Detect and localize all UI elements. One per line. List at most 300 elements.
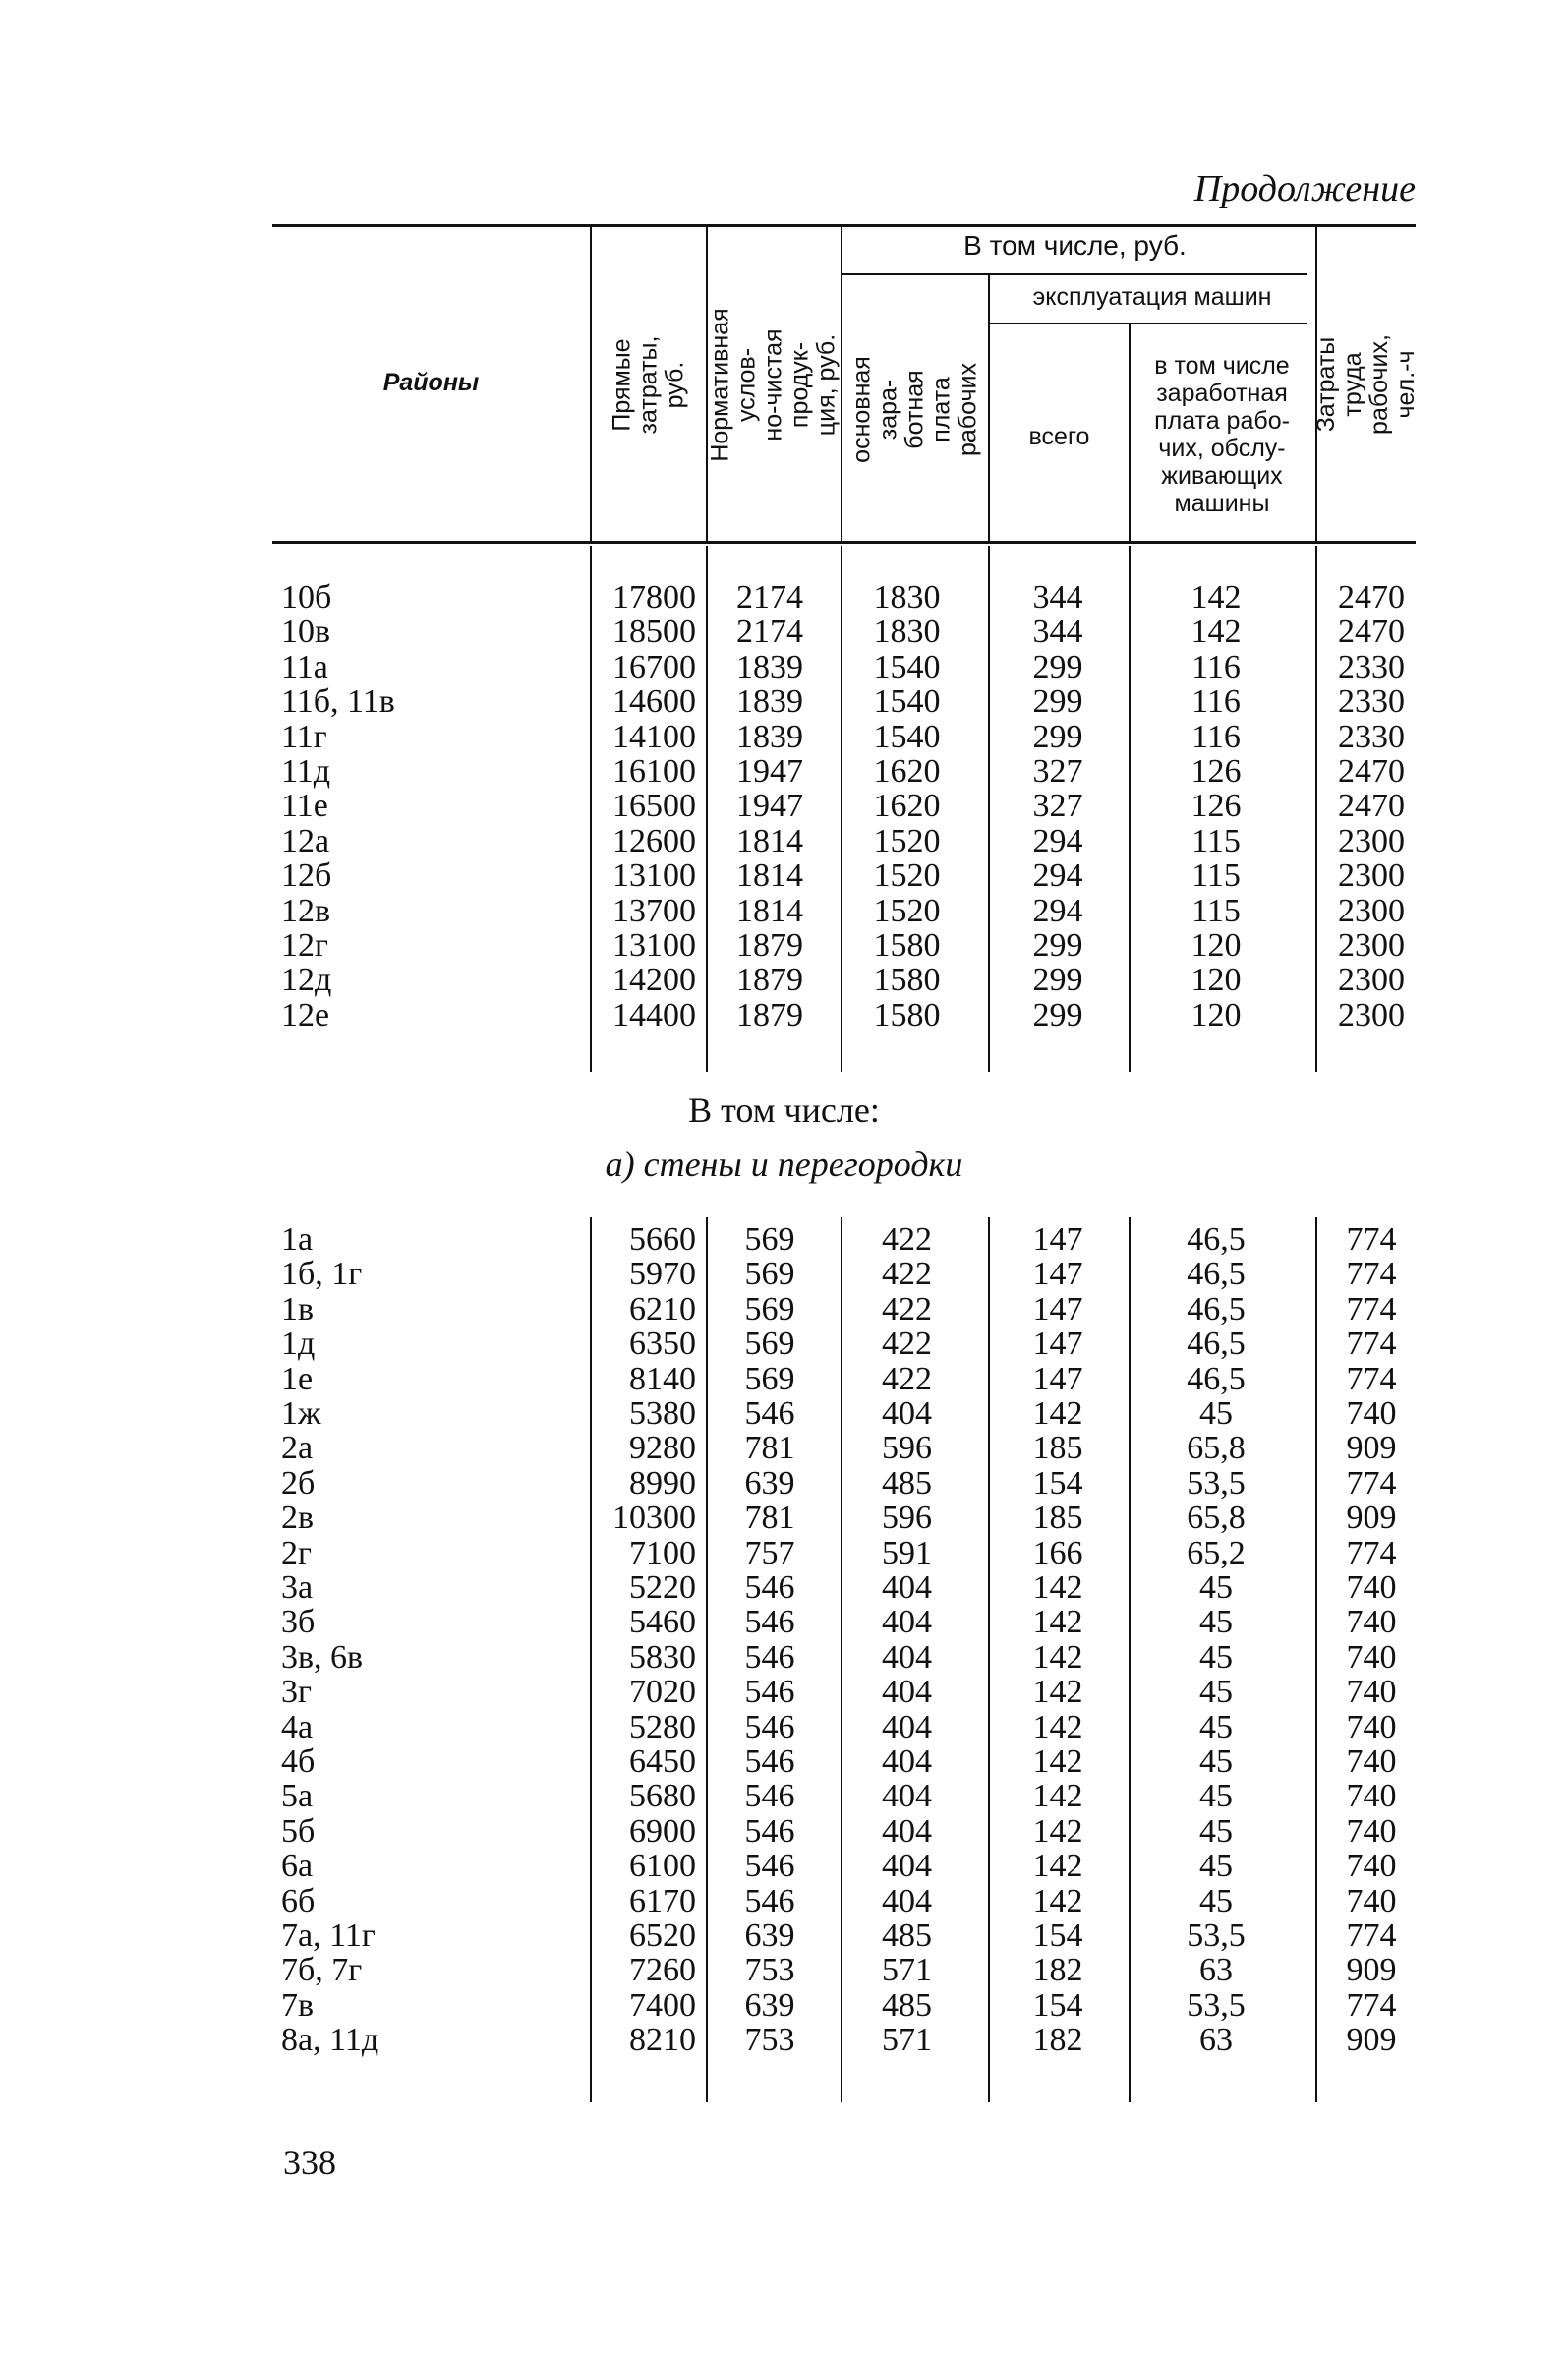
direct-costs-cell: 6900 [629, 1812, 696, 1850]
district-cell: 3в, 6в [281, 1638, 364, 1676]
base-wage-cell: 404 [882, 1604, 932, 1641]
machine-total-cell: 147 [1032, 1360, 1083, 1397]
base-wage-cell: 404 [882, 1674, 932, 1711]
district-cell: 4а [281, 1708, 314, 1745]
normative-output-cell: 569 [744, 1256, 795, 1293]
base-wage-cell: 1620 [873, 753, 941, 790]
direct-costs-cell: 5280 [629, 1708, 696, 1745]
base-wage-cell: 404 [882, 1882, 932, 1919]
district-cell: 3а [281, 1569, 314, 1606]
header-direct-costs: Прямые затраты, руб. [608, 335, 689, 434]
base-wage-cell: 1580 [873, 927, 941, 964]
normative-output-cell: 753 [744, 2022, 795, 2059]
base-wage-cell: 404 [882, 1395, 932, 1432]
normative-output-cell: 546 [744, 1395, 795, 1432]
normative-output-cell: 639 [744, 1918, 795, 1954]
labor-cell: 740 [1346, 1778, 1397, 1815]
labor-cell: 2300 [1338, 822, 1405, 859]
header-machine-total: всего [1028, 423, 1090, 450]
normative-output-cell: 546 [744, 1674, 795, 1711]
normative-output-cell: 569 [744, 1326, 795, 1363]
normative-output-cell: 546 [744, 1569, 795, 1606]
header-normative-output: Нормативная услов- но-чистая продук- ция, руб. [707, 307, 842, 462]
base-wage-cell: 1520 [873, 892, 941, 929]
machine-wage-cell: 63 [1199, 1952, 1233, 1989]
machine-total-cell: 166 [1032, 1534, 1083, 1571]
machine-total-cell: 182 [1032, 1952, 1083, 1989]
machine-wage-cell: 116 [1191, 648, 1241, 685]
district-cell: 11д [281, 753, 331, 790]
labor-cell: 909 [1346, 2022, 1397, 2059]
table-row [0, 1257, 1568, 1291]
district-cell: 12б [281, 857, 332, 895]
normative-output-cell: 1839 [736, 648, 803, 685]
continued-label: Продолжение [1193, 168, 1416, 209]
base-wage-cell: 422 [882, 1221, 932, 1258]
table-row [0, 1466, 1568, 1501]
direct-costs-cell: 6210 [629, 1290, 696, 1328]
labor-cell: 774 [1346, 1360, 1397, 1397]
machine-wage-cell: 45 [1199, 1674, 1233, 1711]
labor-cell: 774 [1346, 1221, 1397, 1258]
table-row [0, 1222, 1568, 1257]
labor-cell: 774 [1346, 1534, 1397, 1571]
normative-output-cell: 546 [744, 1848, 795, 1885]
district-cell: 10в [281, 614, 331, 651]
machine-subgroup-rule [988, 323, 1307, 324]
direct-costs-cell: 9280 [629, 1430, 696, 1467]
table-row [0, 1849, 1568, 1883]
direct-costs-cell: 7260 [629, 1952, 696, 1989]
machine-wage-cell: 116 [1191, 683, 1241, 721]
district-cell: 1б, 1г [281, 1256, 363, 1293]
table-row [0, 1675, 1568, 1709]
normative-output-cell: 546 [744, 1778, 795, 1815]
base-wage-cell: 1520 [873, 857, 941, 895]
table-row [0, 963, 1568, 997]
machine-total-cell: 344 [1032, 614, 1083, 651]
normative-output-cell: 1839 [736, 683, 803, 721]
labor-cell: 740 [1346, 1882, 1397, 1919]
base-wage-cell: 1580 [873, 962, 941, 999]
normative-output-cell: 2174 [736, 614, 803, 651]
labor-cell: 2300 [1338, 857, 1405, 895]
header-divider [1129, 324, 1131, 543]
labor-cell: 2300 [1338, 927, 1405, 964]
base-wage-cell: 1540 [873, 683, 941, 721]
table-row [0, 1918, 1568, 1953]
direct-costs-cell: 6100 [629, 1848, 696, 1885]
normative-output-cell: 546 [744, 1812, 795, 1850]
direct-costs-cell: 14200 [612, 962, 696, 999]
machine-total-cell: 299 [1032, 718, 1083, 755]
labor-cell: 2470 [1338, 579, 1405, 616]
machine-total-cell: 142 [1032, 1848, 1083, 1885]
table-row [0, 998, 1568, 1032]
labor-cell: 740 [1346, 1395, 1397, 1432]
direct-costs-cell: 13100 [612, 857, 696, 895]
header-divider [988, 275, 990, 543]
machine-total-cell: 142 [1032, 1708, 1083, 1745]
machine-wage-cell: 120 [1191, 962, 1242, 999]
district-cell: 1а [281, 1221, 314, 1258]
machine-total-cell: 294 [1032, 892, 1083, 929]
table-row [0, 1362, 1568, 1396]
district-cell: 12е [281, 996, 330, 1033]
base-wage-cell: 485 [882, 1918, 932, 1954]
labor-cell: 740 [1346, 1743, 1397, 1780]
direct-costs-cell: 14100 [612, 718, 696, 755]
normative-output-cell: 569 [744, 1290, 795, 1328]
machine-wage-cell: 116 [1191, 718, 1241, 755]
machine-total-cell: 344 [1032, 579, 1083, 616]
base-wage-cell: 404 [882, 1569, 932, 1606]
machine-total-cell: 142 [1032, 1674, 1083, 1711]
district-cell: 1ж [281, 1395, 321, 1432]
base-wage-cell: 422 [882, 1326, 932, 1363]
normative-output-cell: 546 [744, 1638, 795, 1676]
machine-total-cell: 327 [1032, 788, 1083, 825]
table-row [0, 720, 1568, 754]
normative-output-cell: 753 [744, 1952, 795, 1989]
district-cell: 5б [281, 1812, 316, 1850]
machine-total-cell: 142 [1032, 1638, 1083, 1676]
normative-output-cell: 1947 [736, 788, 803, 825]
direct-costs-cell: 18500 [612, 614, 696, 651]
district-cell: 12г [281, 927, 328, 964]
table-row [0, 754, 1568, 789]
machine-total-cell: 142 [1032, 1604, 1083, 1641]
machine-wage-cell: 45 [1199, 1882, 1233, 1919]
base-wage-cell: 1540 [873, 648, 941, 685]
normative-output-cell: 2174 [736, 579, 803, 616]
table-row [0, 1814, 1568, 1849]
normative-output-cell: 639 [744, 1464, 795, 1502]
direct-costs-cell: 16100 [612, 753, 696, 790]
base-wage-cell: 404 [882, 1638, 932, 1676]
normative-output-cell: 546 [744, 1743, 795, 1780]
normative-output-cell: 1947 [736, 753, 803, 790]
table-row [0, 650, 1568, 684]
machine-wage-cell: 45 [1199, 1848, 1233, 1885]
district-cell: 4б [281, 1743, 316, 1780]
machine-total-cell: 299 [1032, 996, 1083, 1033]
table-row [0, 684, 1568, 719]
table-row [0, 1988, 1568, 2023]
normative-output-cell: 1879 [736, 927, 803, 964]
machine-wage-cell: 120 [1191, 927, 1242, 964]
base-wage-cell: 485 [882, 1986, 932, 2024]
labor-cell: 740 [1346, 1569, 1397, 1606]
district-cell: 2г [281, 1534, 312, 1571]
machine-total-cell: 185 [1032, 1500, 1083, 1537]
base-wage-cell: 591 [882, 1534, 932, 1571]
direct-costs-cell: 6350 [629, 1326, 696, 1363]
normative-output-cell: 639 [744, 1986, 795, 2024]
district-cell: 6а [281, 1848, 314, 1885]
district-cell: 6б [281, 1882, 316, 1919]
district-cell: 11е [281, 788, 328, 825]
machine-wage-cell: 46,5 [1187, 1326, 1246, 1363]
district-cell: 1д [281, 1326, 316, 1363]
header-base-wage: основная зара- ботная плата рабочих [847, 355, 982, 463]
base-wage-cell: 404 [882, 1708, 932, 1745]
direct-costs-cell: 7100 [629, 1534, 696, 1571]
labor-cell: 909 [1346, 1952, 1397, 1989]
header-machine-wage: в том числе заработная плата рабо-чих, обслу-живающих машины [1154, 352, 1290, 517]
machine-wage-cell: 46,5 [1187, 1221, 1246, 1258]
direct-costs-cell: 5970 [629, 1256, 696, 1293]
normative-output-cell: 546 [744, 1708, 795, 1745]
table-row [0, 1570, 1568, 1605]
page-number: 338 [283, 2143, 336, 2182]
direct-costs-cell: 5680 [629, 1778, 696, 1815]
machine-total-cell: 142 [1032, 1882, 1083, 1919]
table-row [0, 2023, 1568, 2057]
base-wage-cell: 1580 [873, 996, 941, 1033]
table-row [0, 1710, 1568, 1744]
normative-output-cell: 546 [744, 1604, 795, 1641]
labor-cell: 909 [1346, 1430, 1397, 1467]
labor-cell: 740 [1346, 1812, 1397, 1850]
machine-total-cell: 294 [1032, 857, 1083, 895]
table-row [0, 858, 1568, 893]
machine-wage-cell: 126 [1191, 788, 1242, 825]
district-cell: 11а [281, 648, 328, 685]
labor-cell: 2330 [1338, 683, 1405, 721]
machine-wage-cell: 45 [1199, 1569, 1233, 1606]
table-row [0, 615, 1568, 649]
base-wage-cell: 422 [882, 1290, 932, 1328]
machine-wage-cell: 115 [1191, 822, 1241, 859]
table-row [0, 580, 1568, 615]
direct-costs-cell: 16700 [612, 648, 696, 685]
base-wage-cell: 596 [882, 1430, 932, 1467]
machine-total-cell: 147 [1032, 1290, 1083, 1328]
machine-wage-cell: 142 [1191, 614, 1242, 651]
machine-wage-cell: 115 [1191, 892, 1241, 929]
direct-costs-cell: 7020 [629, 1674, 696, 1711]
district-cell: 1е [281, 1360, 314, 1397]
district-cell: 11б, 11в [281, 683, 395, 721]
labor-cell: 909 [1346, 1500, 1397, 1537]
table-row [0, 928, 1568, 963]
machine-total-cell: 142 [1032, 1743, 1083, 1780]
base-wage-cell: 422 [882, 1256, 932, 1293]
normative-output-cell: 569 [744, 1360, 795, 1397]
base-wage-cell: 1830 [873, 579, 941, 616]
district-cell: 5а [281, 1778, 314, 1815]
table-row [0, 824, 1568, 858]
machine-total-cell: 142 [1032, 1778, 1083, 1815]
labor-cell: 2470 [1338, 788, 1405, 825]
normative-output-cell: 1814 [736, 857, 803, 895]
machine-total-cell: 182 [1032, 2022, 1083, 2059]
labor-cell: 774 [1346, 1464, 1397, 1502]
direct-costs-cell: 5460 [629, 1604, 696, 1641]
labor-cell: 774 [1346, 1290, 1397, 1328]
table-row [0, 1779, 1568, 1813]
district-cell: 12в [281, 892, 331, 929]
table-row [0, 789, 1568, 823]
labor-cell: 2330 [1338, 648, 1405, 685]
labor-cell: 2470 [1338, 614, 1405, 651]
normative-output-cell: 1814 [736, 822, 803, 859]
direct-costs-cell: 13700 [612, 892, 696, 929]
machine-total-cell: 147 [1032, 1256, 1083, 1293]
labor-cell: 740 [1346, 1674, 1397, 1711]
labor-cell: 774 [1346, 1326, 1397, 1363]
table-top-rule [272, 224, 1416, 227]
normative-output-cell: 1814 [736, 892, 803, 929]
header-bottom-rule [272, 541, 1416, 544]
normative-output-cell: 781 [744, 1430, 795, 1467]
direct-costs-cell: 14400 [612, 996, 696, 1033]
machine-total-cell: 147 [1032, 1326, 1083, 1363]
labor-cell: 740 [1346, 1638, 1397, 1676]
machine-total-cell: 154 [1032, 1918, 1083, 1954]
table-row [0, 1953, 1568, 1987]
district-cell: 2б [281, 1464, 316, 1502]
machine-wage-cell: 142 [1191, 579, 1242, 616]
normative-output-cell: 546 [744, 1882, 795, 1919]
subgroup-rule [841, 273, 1307, 275]
normative-output-cell: 1839 [736, 718, 803, 755]
district-cell: 12д [281, 962, 332, 999]
direct-costs-cell: 6450 [629, 1743, 696, 1780]
header-including: В том числе, руб. [963, 230, 1187, 261]
district-cell: 7в [281, 1986, 315, 2024]
base-wage-cell: 404 [882, 1743, 932, 1780]
direct-costs-cell: 7400 [629, 1986, 696, 2024]
machine-total-cell: 327 [1032, 753, 1083, 790]
base-wage-cell: 571 [882, 1952, 932, 1989]
labor-cell: 740 [1346, 1708, 1397, 1745]
machine-total-cell: 299 [1032, 927, 1083, 964]
machine-total-cell: 154 [1032, 1464, 1083, 1502]
labor-cell: 2300 [1338, 962, 1405, 999]
district-cell: 10б [281, 579, 332, 616]
labor-cell: 2470 [1338, 753, 1405, 790]
section-subtitle: а) стены и перегородки [605, 1145, 963, 1184]
labor-cell: 774 [1346, 1256, 1397, 1293]
district-cell: 8а, 11д [281, 2022, 379, 2059]
machine-total-cell: 142 [1032, 1395, 1083, 1432]
table-row [0, 894, 1568, 928]
district-cell: 7б, 7г [281, 1952, 363, 1989]
district-cell: 3б [281, 1604, 316, 1641]
base-wage-cell: 571 [882, 2022, 932, 2059]
labor-cell: 774 [1346, 1918, 1397, 1954]
district-cell: 2в [281, 1500, 315, 1537]
district-cell: 12а [281, 822, 330, 859]
district-cell: 2а [281, 1430, 314, 1467]
machine-wage-cell: 45 [1199, 1778, 1233, 1815]
direct-costs-cell: 16500 [612, 788, 696, 825]
header-machine-operation: эксплуатация машин [1032, 283, 1272, 311]
machine-wage-cell: 45 [1199, 1743, 1233, 1780]
labor-cell: 2330 [1338, 718, 1405, 755]
machine-total-cell: 147 [1032, 1221, 1083, 1258]
machine-wage-cell: 46,5 [1187, 1360, 1246, 1397]
base-wage-cell: 404 [882, 1848, 932, 1885]
base-wage-cell: 1540 [873, 718, 941, 755]
machine-wage-cell: 46,5 [1187, 1290, 1246, 1328]
machine-total-cell: 142 [1032, 1812, 1083, 1850]
direct-costs-cell: 6520 [629, 1918, 696, 1954]
machine-total-cell: 154 [1032, 1986, 1083, 2024]
direct-costs-cell: 8140 [629, 1360, 696, 1397]
machine-wage-cell: 126 [1191, 753, 1242, 790]
direct-costs-cell: 8210 [629, 2022, 696, 2059]
machine-wage-cell: 45 [1199, 1604, 1233, 1641]
machine-wage-cell: 115 [1191, 857, 1241, 895]
machine-total-cell: 299 [1032, 648, 1083, 685]
base-wage-cell: 1520 [873, 822, 941, 859]
table-row [0, 1431, 1568, 1465]
machine-wage-cell: 65,2 [1187, 1534, 1246, 1571]
machine-wage-cell: 53,5 [1187, 1918, 1246, 1954]
base-wage-cell: 1620 [873, 788, 941, 825]
labor-cell: 2300 [1338, 892, 1405, 929]
machine-wage-cell: 120 [1191, 996, 1242, 1033]
direct-costs-cell: 6170 [629, 1882, 696, 1919]
labor-cell: 774 [1346, 1986, 1397, 2024]
header-district: Районы [382, 369, 480, 396]
section-title: В том числе: [688, 1091, 880, 1130]
machine-wage-cell: 46,5 [1187, 1256, 1246, 1293]
base-wage-cell: 404 [882, 1778, 932, 1815]
direct-costs-cell: 12600 [612, 822, 696, 859]
table-row [0, 1884, 1568, 1918]
normative-output-cell: 781 [744, 1500, 795, 1537]
table-row [0, 1605, 1568, 1639]
normative-output-cell: 1879 [736, 962, 803, 999]
direct-costs-cell: 13100 [612, 927, 696, 964]
district-cell: 7а, 11г [281, 1918, 376, 1954]
direct-costs-cell: 5380 [629, 1395, 696, 1432]
machine-total-cell: 185 [1032, 1430, 1083, 1467]
direct-costs-cell: 5220 [629, 1569, 696, 1606]
machine-wage-cell: 53,5 [1187, 1986, 1246, 2024]
table-row [0, 1501, 1568, 1535]
base-wage-cell: 485 [882, 1464, 932, 1502]
table-row [0, 1536, 1568, 1570]
machine-total-cell: 142 [1032, 1569, 1083, 1606]
machine-total-cell: 299 [1032, 683, 1083, 721]
district-cell: 3г [281, 1674, 312, 1711]
labor-cell: 2300 [1338, 996, 1405, 1033]
base-wage-cell: 1830 [873, 614, 941, 651]
machine-wage-cell: 63 [1199, 2022, 1233, 2059]
district-cell: 1в [281, 1290, 315, 1328]
labor-cell: 740 [1346, 1604, 1397, 1641]
district-cell: 11г [281, 718, 327, 755]
normative-output-cell: 1879 [736, 996, 803, 1033]
direct-costs-cell: 14600 [612, 683, 696, 721]
machine-wage-cell: 45 [1199, 1812, 1233, 1850]
direct-costs-cell: 5660 [629, 1221, 696, 1258]
machine-wage-cell: 45 [1199, 1638, 1233, 1676]
table-row [0, 1327, 1568, 1361]
machine-total-cell: 299 [1032, 962, 1083, 999]
machine-wage-cell: 53,5 [1187, 1464, 1246, 1502]
labor-cell: 740 [1346, 1848, 1397, 1885]
base-wage-cell: 596 [882, 1500, 932, 1537]
machine-wage-cell: 45 [1199, 1395, 1233, 1432]
table-row [0, 1396, 1568, 1431]
normative-output-cell: 569 [744, 1221, 795, 1258]
